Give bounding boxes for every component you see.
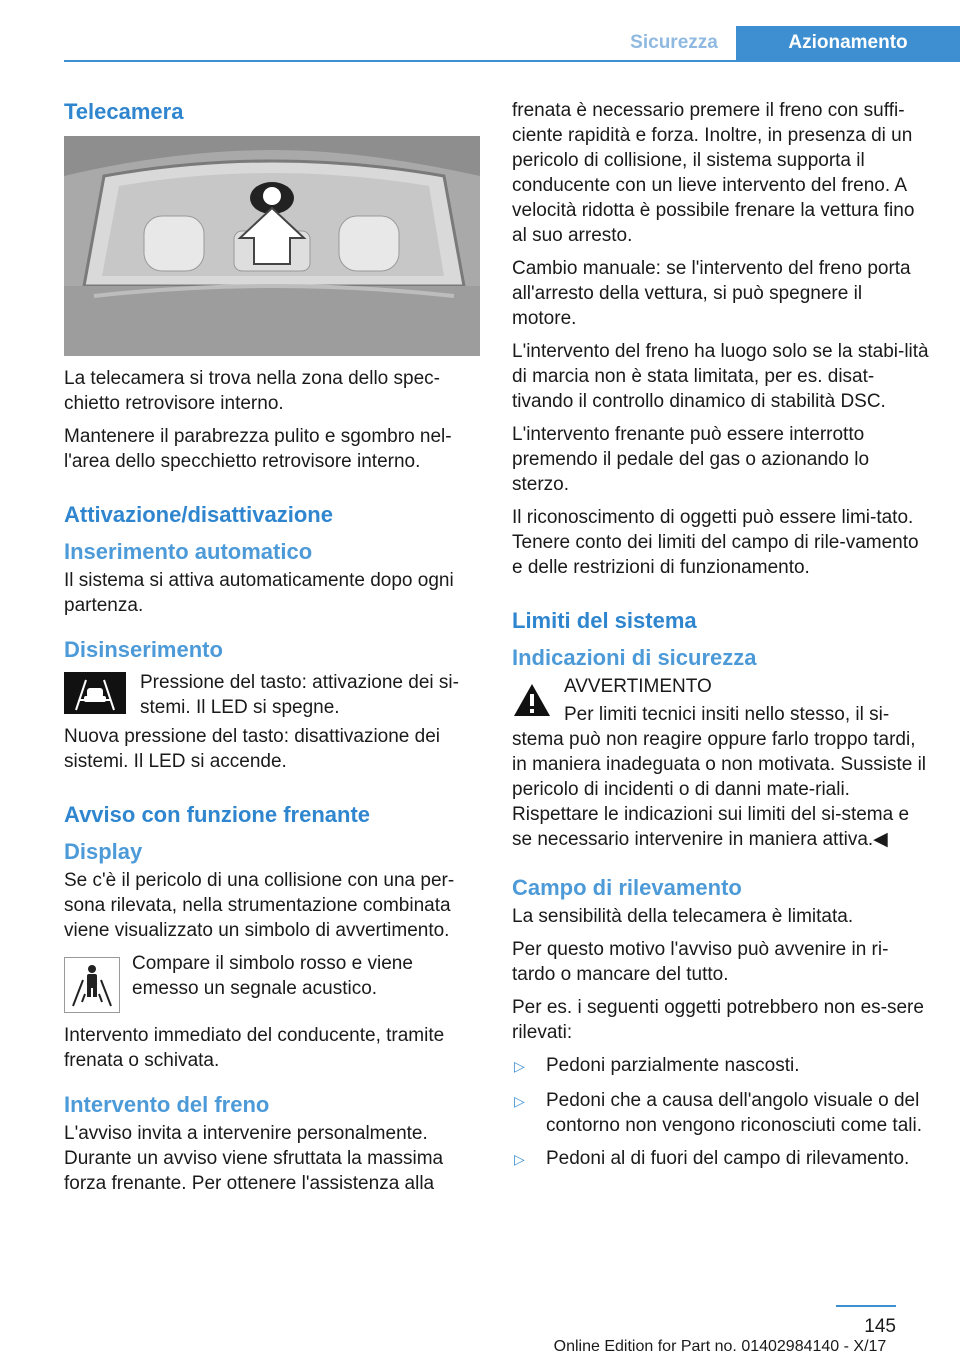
heading-system-limits: Limiti del sistema [512,608,697,633]
list-item-text: Pedoni al di fuori del campo di rilevamento. [546,1148,910,1169]
undetected-objects-list [512,1053,930,1173]
right-column [512,98,930,1181]
heading-brake-intervention: Intervento del freno [64,1092,270,1117]
driver-assist-button-icon [64,672,126,714]
interrupt-text: L'intervento frenante può essere interrotto premendo il pedale del gas o azionando lo sterzo. [512,424,870,495]
footer-rule [836,1305,896,1307]
heading-deactivation: Disinserimento [64,637,223,662]
heading-display: Display [64,839,143,864]
range-delay-text: Per questo motivo l'avviso può avvenire in ri-tardo o mancare del tutto. [512,939,889,985]
list-item [512,1088,930,1138]
heading-detection-range: Campo di rilevamento [512,875,742,900]
left-column [64,98,482,1204]
button-press-text: Pressione del tasto: attivazione dei si-stemi. Il LED si spegne. [140,672,459,718]
warning-title: AVVERTIMENTO [564,676,712,697]
range-examples-text: Per es. i seguenti oggetti potrebbero non es-sere rilevati: [512,997,924,1043]
heading-activation: Attivazione/disattivazione [64,502,333,527]
list-item-text: Pedoni parzialmente nascosti. [546,1055,800,1076]
list-item-text: Pedoni che a causa dell'angolo visuale o del contorno non vengono riconosciuti come tali. [546,1090,923,1136]
camera-mirror-illustration [64,136,480,356]
list-item [512,1146,930,1173]
camera-clean-text: Mantenere il parabrezza pulito e sgombro nel-l'area dello specchietto retrovisore interno. [64,426,452,472]
symbol-row [64,951,482,1013]
edition-label: Online Edition for Part no. 01402984140 - X/17 [553,1338,887,1355]
intervene-text: Intervento immediato del conducente, tramite frenata o schivata. [64,1025,445,1071]
button-press-again-text: Nuova pressione del tasto: disattivazione dei sistemi. Il LED si accende. [64,726,441,772]
heading-camera: Telecamera [64,99,184,124]
bullet-icon: ▷ [514,1151,525,1167]
deactivation-row [64,670,482,720]
warning-text-body: Per limiti tecnici insiti nello stesso, il si-stema può non reagire oppure farlo troppo tardi, in maniera inadeguata o non motivata. Sussiste il pericolo di incidenti o di danni mate-riali. Rispettare le indicazioni sui limiti del si-stema e se necessario intervenire in maniera attiva.◀ [512,704,927,850]
stability-text: L'intervento del freno ha luogo solo se la stabi-lità di marcia non è stata limitata, per es. disat-tivando il controllo dinamico di stabilità DSC. [512,341,929,412]
header-chapter-label: Azionamento [736,26,960,60]
warning-triangle-icon [512,682,552,718]
brake-assist-text: frenata è necessario premere il freno con suffi-ciente rapidità e forza. Inoltre, in presenza di un pericolo di collisione, il sistema supporta il conducente con un lieve intervento del freno. A velocità ridotta è possibile frenare la vettura fino al suo arresto. [512,100,915,246]
camera-photo [64,136,480,356]
symbol-text: Compare il simbolo rosso e viene emesso un segnale acustico. [132,953,413,999]
auto-activation-text: Il sistema si attiva automaticamente dopo ogni partenza. [64,570,454,616]
bullet-icon: ▷ [514,1058,525,1074]
heading-auto-activation: Inserimento automatico [64,539,313,564]
bullet-icon: ▷ [514,1093,525,1109]
brake-intervention-text: L'avviso invita a intervenire personalmente. Durante un avviso viene sfruttata la massima forza frenante. Per ottenere l'assistenza alla [64,1123,444,1194]
heading-brake-warning: Avviso con funzione frenante [64,802,371,827]
range-sensitivity-text: La sensibilità della telecamera è limitata. [512,906,854,927]
camera-location-text: La telecamera si trova nella zona dello spec-chietto retrovisore interno. [64,368,440,414]
page-number: 145 [864,1316,896,1337]
header-section-label: Sicurezza [630,32,718,53]
page-header [64,26,960,62]
manual-gearbox-text: Cambio manuale: se l'intervento del freno porta all'arresto della vettura, si può spegnere il motore. [512,258,911,329]
recognition-limits-text: Il riconoscimento di oggetti può essere limi-tato. Tenere conto dei limiti del campo di rile-vamento e delle restrizioni di funzionamento. [512,507,919,578]
heading-safety-notes: Indicazioni di sicurezza [512,645,757,670]
list-item [512,1053,930,1080]
display-text: Se c'è il pericolo di una collisione con una per-sona rilevata, nella strumentazione combinata viene visualizzato un simbolo di avvertimento. [64,870,455,941]
pedestrian-warning-icon [64,957,120,1013]
warning-text [512,702,930,852]
